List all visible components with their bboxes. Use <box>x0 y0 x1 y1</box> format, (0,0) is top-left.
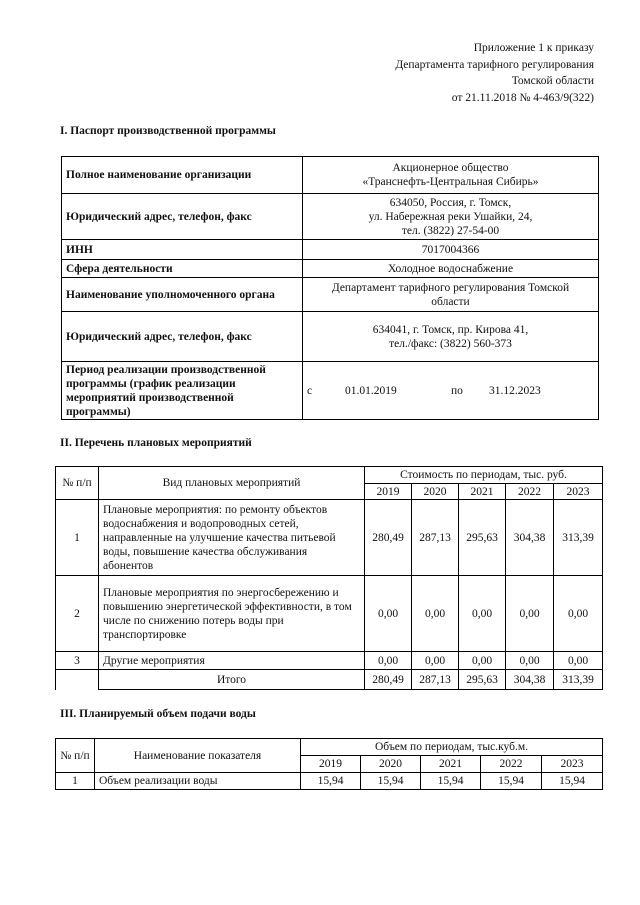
measures-table <box>55 466 603 690</box>
table-row <box>56 576 603 652</box>
volume-table <box>55 738 603 790</box>
total-label: Итого <box>99 670 365 690</box>
table-row <box>56 773 603 790</box>
value-line: области <box>431 295 470 308</box>
period-to-label: по <box>451 384 463 397</box>
table-row <box>56 467 603 484</box>
period-to: 31.12.2023 <box>489 384 541 397</box>
period-from: 01.01.2019 <box>345 384 397 397</box>
header-line: от 21.11.2018 № 4-463/9(322) <box>451 91 594 104</box>
year-header: 2020 <box>361 756 421 773</box>
table-row <box>56 652 603 670</box>
passport-value: 7017004366 <box>303 240 599 260</box>
cell-value: 15,94 <box>481 773 542 790</box>
period-key: Период реализации производственной программы (график реализации мероприятий производственной программы) <box>62 362 303 420</box>
cell-value: 304,38 <box>506 500 554 576</box>
cell-value: 0,00 <box>506 576 554 652</box>
passport-value <box>303 194 599 240</box>
total-value: 295,63 <box>459 670 506 690</box>
year-header: 2021 <box>459 484 506 500</box>
total-value: 280,49 <box>365 670 412 690</box>
period-range <box>307 384 594 398</box>
cell-value: 295,63 <box>459 500 506 576</box>
column-header: № п/п <box>56 739 95 773</box>
cell-value: 0,00 <box>506 652 554 670</box>
total-value: 313,39 <box>554 670 603 690</box>
table-row <box>62 362 599 420</box>
value-line: тел. (3822) 27-54-00 <box>401 224 500 237</box>
section-title-volume: III. Планируемый объем подачи воды <box>60 708 256 720</box>
table-row <box>62 240 599 260</box>
year-header: 2023 <box>542 756 603 773</box>
year-header: 2019 <box>365 484 412 500</box>
value-line: Акционерное общество <box>392 162 509 174</box>
total-value: 304,38 <box>506 670 554 690</box>
column-header: Объем по периодам, тыс.куб.м. <box>301 739 603 756</box>
passport-key: ИНН <box>62 240 303 260</box>
column-header: Вид плановых мероприятий <box>99 467 365 500</box>
passport-key: Юридический адрес, телефон, факс <box>62 194 303 240</box>
row-number: 2 <box>56 576 99 652</box>
cell-value: 15,94 <box>301 773 361 790</box>
year-header: 2022 <box>506 484 554 500</box>
column-header: Стоимость по периодам, тыс. руб. <box>365 467 603 484</box>
passport-key: Сфера деятельности <box>62 260 303 278</box>
table-row <box>62 194 599 240</box>
measure-name: Другие мероприятия <box>99 652 365 670</box>
cell-value: 0,00 <box>554 652 603 670</box>
measure-name: Плановые мероприятия: по ремонту объектов водоснабжения и водопроводных сетей, направленные на улучшение качества питьевой воды, повышение качества обслуживания абонентов <box>99 500 365 576</box>
year-header: 2022 <box>481 756 542 773</box>
value-line: «Транснефть-Центральная Сибирь» <box>362 176 539 188</box>
cell-value: 0,00 <box>459 576 506 652</box>
row-number: 3 <box>56 652 99 670</box>
section-title-passport: I. Паспорт производственной программы <box>60 125 276 137</box>
value-line: Департамент тарифного регулирования Томской <box>331 281 570 294</box>
passport-table <box>61 156 599 420</box>
passport-value: Холодное водоснабжение <box>303 260 599 278</box>
period-from-label: с <box>307 384 313 397</box>
cell-value: 0,00 <box>412 576 459 652</box>
cell-value: 0,00 <box>365 576 412 652</box>
table-row <box>62 312 599 362</box>
section-title-measures: II. Перечень плановых мероприятий <box>60 437 252 449</box>
measure-name: Плановые мероприятия по энергосбережению и повышению энергетической эффективности, в том числе по снижению потерь воды при транспортировке <box>99 576 365 652</box>
value-line: ул. Набережная реки Ушайки, 24, <box>368 210 533 223</box>
table-row <box>56 500 603 576</box>
year-header: 2020 <box>412 484 459 500</box>
cell-value: 280,49 <box>365 500 412 576</box>
passport-value <box>303 278 599 312</box>
cell-value: 0,00 <box>554 576 603 652</box>
header-line: Томской области <box>511 75 594 87</box>
total-value: 287,13 <box>412 670 459 690</box>
passport-key: Юридический адрес, телефон, факс <box>62 312 303 362</box>
year-header: 2021 <box>421 756 481 773</box>
cell-value: 15,94 <box>361 773 421 790</box>
year-header: 2019 <box>301 756 361 773</box>
cell-value: 0,00 <box>412 652 459 670</box>
passport-value <box>303 312 599 362</box>
table-row <box>62 157 599 194</box>
passport-value <box>303 157 599 194</box>
table-row <box>56 739 603 756</box>
header-line: Приложение 1 к приказу <box>473 42 594 54</box>
passport-key: Полное наименование организации <box>62 157 303 194</box>
total-row <box>56 670 603 690</box>
year-header: 2023 <box>554 484 603 500</box>
row-number: 1 <box>56 500 99 576</box>
order-header <box>395 40 594 106</box>
header-line: Департамента тарифного регулирования <box>395 58 594 71</box>
column-header: Наименование показателя <box>95 739 301 773</box>
value-line: тел./факс: (3822) 560-373 <box>389 337 512 350</box>
cell-value: 313,39 <box>554 500 603 576</box>
passport-key: Наименование уполномоченного органа <box>62 278 303 312</box>
cell-value: 15,94 <box>421 773 481 790</box>
empty-cell <box>56 670 99 690</box>
indicator-name: Объем реализации воды <box>95 773 301 790</box>
value-line: 634041, г. Томск, пр. Кирова 41, <box>372 323 529 336</box>
row-number: 1 <box>56 773 95 790</box>
cell-value: 0,00 <box>365 652 412 670</box>
table-row <box>62 260 599 278</box>
cell-value: 15,94 <box>542 773 603 790</box>
cell-value: 0,00 <box>459 652 506 670</box>
column-header: № п/п <box>56 467 99 500</box>
value-line: 634050, Россия, г. Томск, <box>389 196 512 209</box>
cell-value: 287,13 <box>412 500 459 576</box>
period-value <box>303 362 599 420</box>
table-row <box>62 278 599 312</box>
